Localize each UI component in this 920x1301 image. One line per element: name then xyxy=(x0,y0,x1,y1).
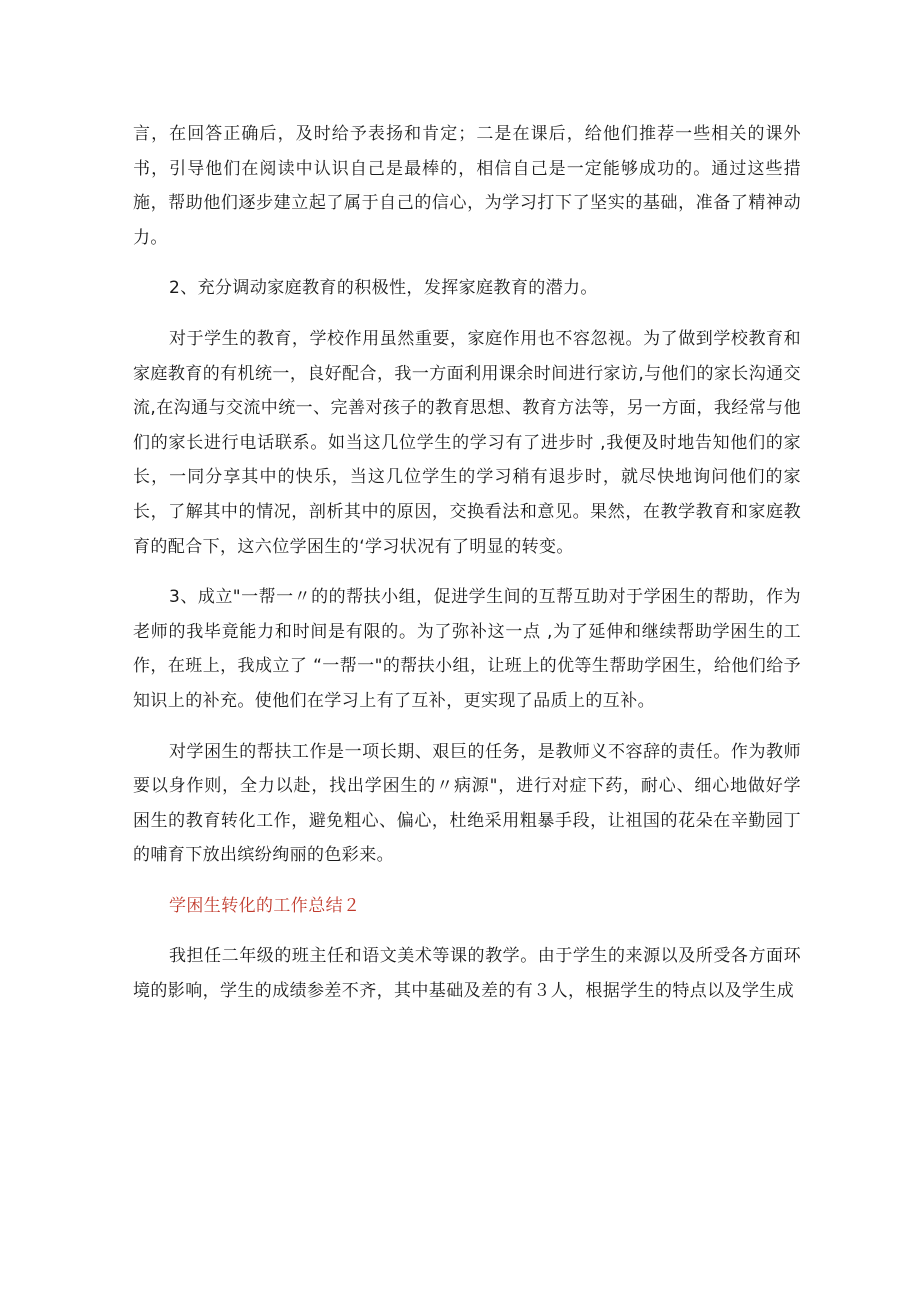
document-body xyxy=(133,117,801,1009)
paragraph-point-2: 2、充分调动家庭教育的积极性，发挥家庭教育的潜力。 xyxy=(169,278,598,299)
paragraph-point-3: 3、成立"一帮一〃的的帮扶小组，促进学生间的互帮互助对于学困生的帮助，作为老师的我毕竟能力和时间是有限的。为了弥补这一点 ,为了延伸和继续帮助学困生的工作，在班上，我成立了 “一帮一"的帮扶小组，让班上的优等生帮助学困生，给他们给予知识上的补充。使他们在学习上有了互补，更实现了品质上的互补。 xyxy=(133,587,801,711)
paragraph-continuation: 言，在回答正确后，及时给予表扬和肯定；二是在课后，给他们推荐一些相关的课外书，引导他们在阅读中认识自己是最棒的，相信自己是一定能够成功的。通过这些措施，帮助他们逐步建立起了属于自己的信心，为学习打下了坚实的基础，准备了精神动力。 xyxy=(133,124,801,248)
paragraph-family-education: 对于学生的教育，学校作用虽然重要，家庭作用也不容忽视。为了做到学校教育和家庭教育的有机统一，良好配合，我一方面利用课余时间进行家访,与他们的家长沟通交流,在沟通与交流中统一、完善对孩子的教育思想、教育方法等，另一方面，我经常与他们的家长进行电话联系。如当这几位学生的学习有了进步时 ,我便及时地告知他们的家长，一同分享其中的快乐，当这几位学生的学习稍有退步时，就尽快地询问他们的家长，了解其中的情况，剖析其中的原因，交换看法和意见。果然，在教学教育和家庭教育的配合下，这六位学困生的‘学习状况有了明显的转变。 xyxy=(133,328,801,557)
section-heading: 学困生转化的工作总结２ xyxy=(169,895,361,916)
paragraph-conclusion: 对学困生的帮扶工作是一项长期、艰巨的任务，是教师义不容辞的责任。作为教师要以身作则，全力以赴，找出学困生的〃病源"，进行对症下药，耐心、细心地做好学困生的教育转化工作，避免粗心、偏心，杜绝采用粗暴手段，让祖国的花朵在辛勤园丁的哺育下放出缤纷绚丽的色彩来。 xyxy=(133,741,801,866)
paragraph-intro-2: 我担任二年级的班主任和语文美术等课的教学。由于学生的来源以及所受各方面环境的影响，学生的成绩参差不齐，其中基础及差的有３人，根据学生的特点以及学生成 xyxy=(133,946,801,1002)
